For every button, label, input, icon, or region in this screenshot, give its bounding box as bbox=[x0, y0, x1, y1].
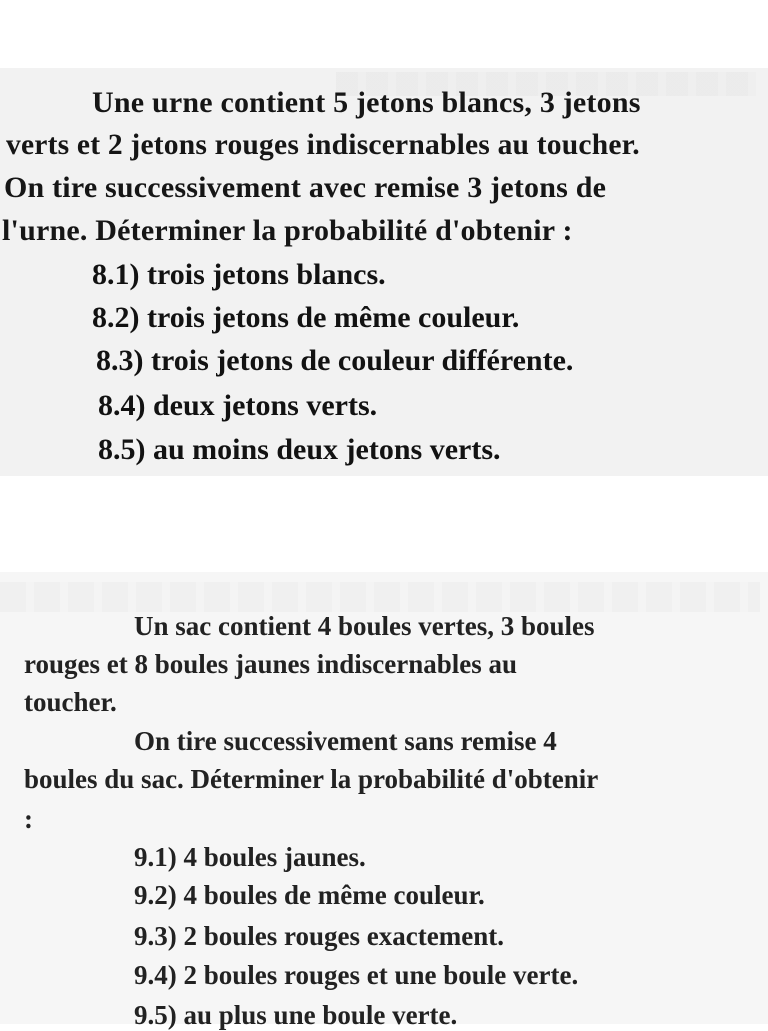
ex9-intro-line-4: On tire successivement sans remise 4 bbox=[134, 726, 557, 756]
bleed-through-text bbox=[0, 582, 760, 612]
ex9-item-5: 9.5) au plus une boule verte. bbox=[134, 1000, 458, 1030]
ex9-intro-line-5: boules du sac. Déterminer la probabilité d'obtenir bbox=[24, 764, 599, 794]
ex8-item-1: 8.1) trois jetons blancs. bbox=[92, 258, 386, 291]
ex9-intro-line-6: : bbox=[24, 804, 33, 834]
ex9-intro-line-3: toucher. bbox=[24, 687, 117, 717]
ex8-item-3: 8.3) trois jetons de couleur différente. bbox=[96, 344, 574, 377]
ex8-item-5: 8.5) au moins deux jetons verts. bbox=[98, 433, 501, 466]
ex9-intro-line-2: rouges et 8 boules jaunes indiscernables au bbox=[24, 649, 518, 679]
ex8-intro-line-3: On tire successivement avec remise 3 jetons de bbox=[4, 171, 607, 204]
ex8-item-2: 8.2) trois jetons de même couleur. bbox=[92, 301, 520, 334]
top-margin bbox=[0, 0, 768, 68]
ex9-item-2: 9.2) 4 boules de même couleur. bbox=[134, 880, 485, 910]
ex8-intro-line-1: Une urne contient 5 jetons blancs, 3 jetons bbox=[92, 86, 641, 119]
ex8-intro-line-4: l'urne. Déterminer la probabilité d'obtenir : bbox=[2, 214, 573, 247]
page-gap bbox=[0, 476, 768, 572]
ex9-intro-line-1: Un sac contient 4 boules vertes, 3 boules bbox=[134, 611, 595, 641]
ex8-intro-line-2: verts et 2 jetons rouges indiscernables au toucher. bbox=[6, 128, 640, 161]
ex9-item-4: 9.4) 2 boules rouges et une boule verte. bbox=[134, 960, 579, 990]
ex9-item-1: 9.1) 4 boules jaunes. bbox=[134, 842, 366, 872]
ex8-item-4: 8.4) deux jetons verts. bbox=[98, 389, 378, 422]
ex9-item-3: 9.3) 2 boules rouges exactement. bbox=[134, 921, 504, 951]
